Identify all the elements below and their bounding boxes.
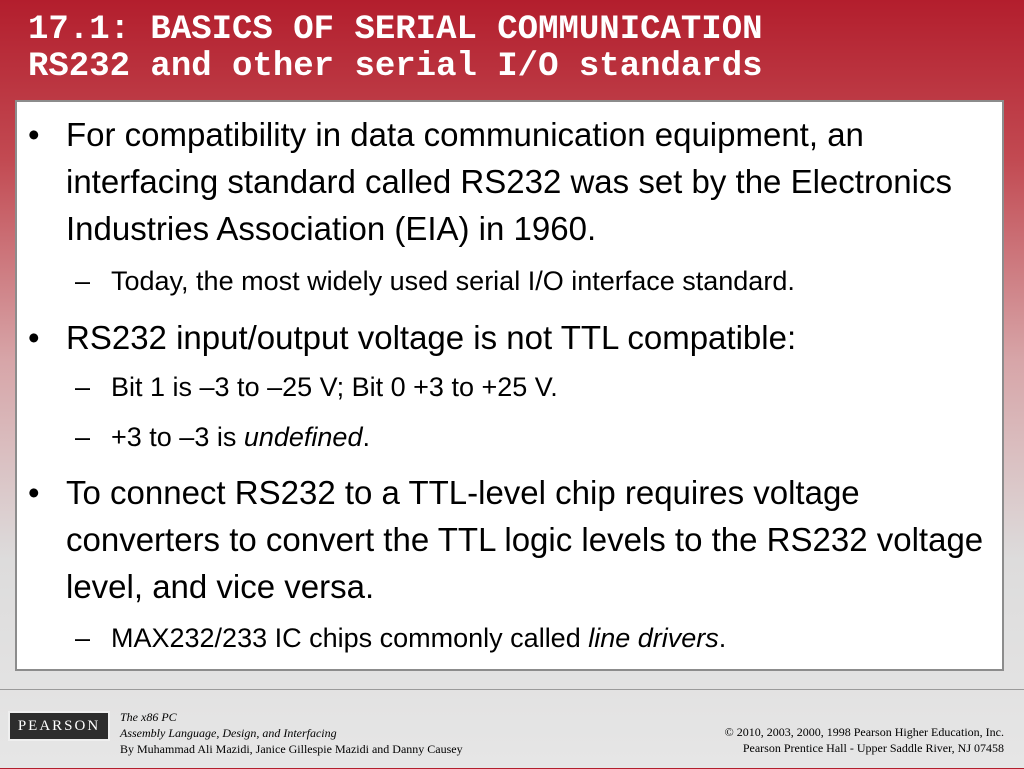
book-subtitle: Assembly Language, Design, and Interfacing bbox=[120, 726, 337, 740]
bullet-marker: • bbox=[28, 319, 40, 356]
copyright-notice bbox=[725, 724, 1004, 756]
sub-bullet-marker: – bbox=[75, 266, 91, 296]
bullet-text: For compatibility in data communication equipment, an interfacing standard called RS232 was set by the Electronics Industries Association (EIA) in 1960. bbox=[66, 116, 952, 247]
bullet-2 bbox=[28, 314, 998, 361]
bullet-text: To connect RS232 to a TTL-level chip requires voltage converters to convert the TTL logic levels to the RS232 voltage level, and vice versa. bbox=[66, 474, 984, 605]
sub-bullet-text-end: . bbox=[362, 422, 370, 452]
sub-bullet-marker: – bbox=[75, 422, 91, 452]
sub-bullet-2-1 bbox=[75, 370, 995, 404]
slide-title-line-1: 17.1: BASICS OF SERIAL COMMUNICATION bbox=[28, 11, 763, 49]
slide-title bbox=[28, 12, 1008, 86]
sub-bullet-text bbox=[111, 420, 995, 454]
content-panel bbox=[15, 100, 1004, 671]
sub-bullet-text-italic: line drivers bbox=[588, 623, 719, 653]
sub-bullet-text: Bit 1 is –3 to –25 V; Bit 0 +3 to +25 V. bbox=[111, 372, 558, 402]
copyright-line: © 2010, 2003, 2000, 1998 Pearson Higher Education, Inc. bbox=[724, 725, 1004, 739]
sub-bullet-text-plain: +3 to –3 is bbox=[111, 422, 244, 452]
sub-bullet-marker: – bbox=[75, 623, 91, 653]
sub-bullet-text: Today, the most widely used serial I/O interface standard. bbox=[111, 266, 795, 296]
book-title: The x86 PC bbox=[120, 710, 177, 724]
bullet-3 bbox=[28, 469, 998, 610]
sub-bullet-text-plain: MAX232/233 IC chips commonly called bbox=[111, 623, 589, 653]
bullet-marker: • bbox=[28, 116, 40, 153]
sub-bullet-2-2 bbox=[75, 420, 995, 454]
sub-bullet-3-1 bbox=[75, 621, 995, 655]
bullet-text: RS232 input/output voltage is not TTL compatible: bbox=[66, 319, 797, 356]
book-info bbox=[120, 709, 463, 757]
bullet-marker: • bbox=[28, 474, 40, 511]
publisher-line: Pearson Prentice Hall - Upper Saddle River, NJ 07458 bbox=[742, 741, 1004, 755]
slide-title-line-2: RS232 and other serial I/O standards bbox=[28, 48, 763, 86]
sub-bullet-marker: – bbox=[75, 372, 91, 402]
footer bbox=[0, 689, 1024, 769]
sub-bullet-text-italic: undefined bbox=[243, 422, 363, 452]
sub-bullet-text bbox=[111, 621, 995, 655]
sub-bullet-1-1 bbox=[75, 264, 995, 298]
book-authors: By Muhammad Ali Mazidi, Janice Gillespie Mazidi and Danny Causey bbox=[120, 742, 463, 756]
sub-bullet-text-end: . bbox=[718, 623, 727, 653]
publisher-logo: PEARSON bbox=[8, 711, 110, 741]
bullet-1 bbox=[28, 111, 998, 252]
